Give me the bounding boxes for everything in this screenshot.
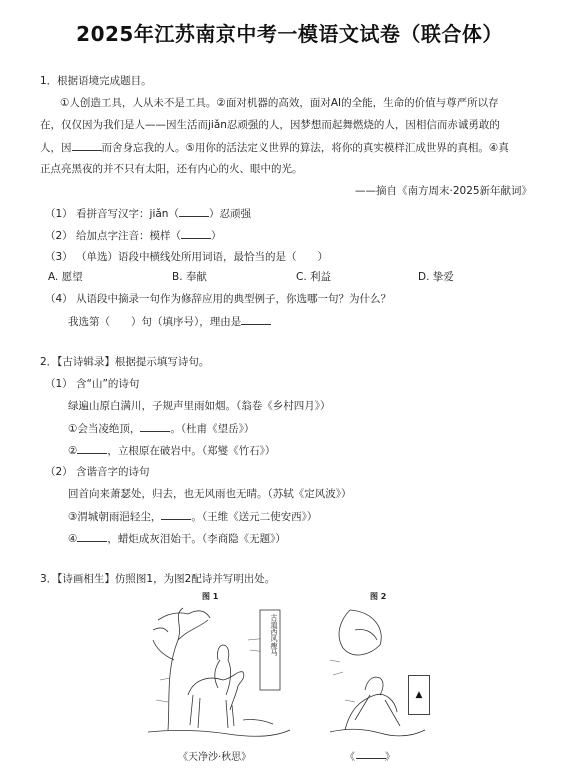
fig1-caption: 《天净沙·秋思》 (178, 752, 252, 763)
q2-p1-line3-b: ，立根原在破岩中。（郑燮《竹石》） (107, 445, 276, 457)
q1-sub4-num: （4） (45, 293, 73, 305)
q3-heading: 3．【诗画相生】仿照图1，为图2配诗并写明出处。 (40, 573, 276, 585)
q2-p2-line2-a: ③渭城朝雨浥轻尘， (68, 511, 162, 523)
q1-sub2-blank[interactable] (181, 228, 211, 239)
fig1-label: 图 1 (202, 592, 219, 601)
q2-p1-line2-a: ①会当凌绝顶， (68, 423, 141, 435)
q1-sub1 (45, 206, 251, 221)
q1-para-line3-start: 人，因 (40, 142, 72, 154)
q1-sub1-num: （1） (45, 208, 73, 220)
q1-sub3 (45, 250, 328, 264)
q1-sub2-text-b: ） (211, 230, 222, 242)
q2-blank-3[interactable] (161, 509, 191, 520)
q2-blank-4[interactable] (77, 531, 107, 542)
q1-sub4-text: 从语段中摘录一句作为修辞应用的典型例子，你选哪一句？为什么？ (76, 293, 392, 305)
q2-part2-num: （2） (45, 466, 73, 478)
q2-p2-line3 (68, 531, 286, 546)
q2-blank-2[interactable] (77, 443, 107, 454)
q2-p1-line3-a: ② (68, 445, 78, 457)
q2-p1-line1: 绿遍山原白满川，子规声里雨如烟。（翁卷《乡村四月》） (68, 400, 331, 412)
fig1-poem: 古道西风瘦马 (270, 614, 278, 656)
q1-option-a[interactable]: A. 愿望 (48, 271, 83, 283)
q1-sub2-num: （2） (45, 230, 73, 242)
q2-p2-line1: 回首向来萧瑟处，归去，也无风雨也无晴。（苏轼《定风波》） (68, 488, 352, 500)
play-icon: ▲ (415, 690, 423, 700)
exam-title: 2025年江苏南京中考一模语文试卷（联合体） (76, 22, 503, 46)
q1-para-line1: ①人创造工具，人从未不是工具。②面对机器的高效，面对AI的全能，生命的价值与尊严所以存 (60, 97, 499, 109)
q2-heading: 2．【古诗辑录】根据提示填写诗句。 (40, 356, 210, 368)
fig2-caption: 《 》 (345, 752, 395, 763)
q2-p1-line2-b: 。（杜甫《望岳》） (170, 423, 255, 435)
q2-part2-text: 含谐音字的诗句 (76, 466, 150, 478)
q1-option-d[interactable]: D. 挚爱 (418, 271, 454, 283)
q1-sub3-num: （3） (45, 251, 73, 263)
q1-sub4-answer-text: 我选第（ ）句（填序号），理由是 (68, 316, 242, 328)
q2-part2 (45, 465, 150, 479)
q1-sub1-text-a: 看拼音写汉字：jiǎn（ (76, 208, 179, 220)
q1-para-line3 (40, 140, 509, 155)
play-button[interactable] (408, 675, 430, 715)
q1-heading: 1．根据语境完成题目。 (40, 75, 152, 87)
q1-sub1-text-b: ）忍顽强 (208, 208, 251, 220)
q2-part1-text: 含“山”的诗句 (76, 378, 140, 390)
q2-p1-line3 (68, 443, 275, 458)
fig2-illustration (325, 600, 435, 738)
q2-p2-line2 (68, 509, 317, 524)
q1-para-line3-end: 而舍身忘我的人。⑤用你的活法定义世界的算法，将你的真实模样汇成世界的真相。④真 (101, 142, 509, 154)
q1-sub4-blank[interactable] (241, 314, 271, 325)
q1-option-b[interactable]: B. 奉献 (172, 271, 207, 283)
q1-sub2 (45, 228, 222, 243)
q1-sub3-text: （单选）语段中横线处所用词语，最恰当的是（ ） (76, 251, 329, 263)
q1-para-line2: 在，仅仅因为我们是人——因生活而jiǎn忍顽强的人，因梦想而起舞燃烧的人，因相信而赤诚勇敢的 (40, 119, 500, 131)
q1-sub4 (45, 292, 391, 306)
q2-p2-line2-b: 。（王维《送元二使安西》） (191, 511, 318, 523)
q1-source: ——摘自《南方周末·2025新年献词》 (355, 185, 533, 197)
q1-sub4-answer (68, 314, 271, 329)
q2-blank-1[interactable] (140, 421, 170, 432)
q1-sub1-blank[interactable] (179, 206, 209, 217)
q2-part1 (45, 377, 139, 391)
fig2-caption-blank[interactable] (356, 758, 386, 759)
q1-sub2-text-a: 给加点字注音：模样（ (76, 230, 182, 242)
q2-p1-line2 (68, 421, 254, 436)
q1-para-line4: 正点亮黑夜的并不只有太阳，还有内心的火、眼中的光。 (40, 163, 303, 175)
q2-p2-line3-a: ④ (68, 533, 78, 545)
fig2-label: 图 2 (370, 592, 387, 601)
q2-part1-num: （1） (45, 378, 73, 390)
q1-para-blank[interactable] (72, 140, 102, 151)
q2-p2-line3-b: ，蜡炬成灰泪始干。（李商隐《无题》） (107, 533, 286, 545)
q1-option-c[interactable]: C. 利益 (296, 271, 332, 283)
